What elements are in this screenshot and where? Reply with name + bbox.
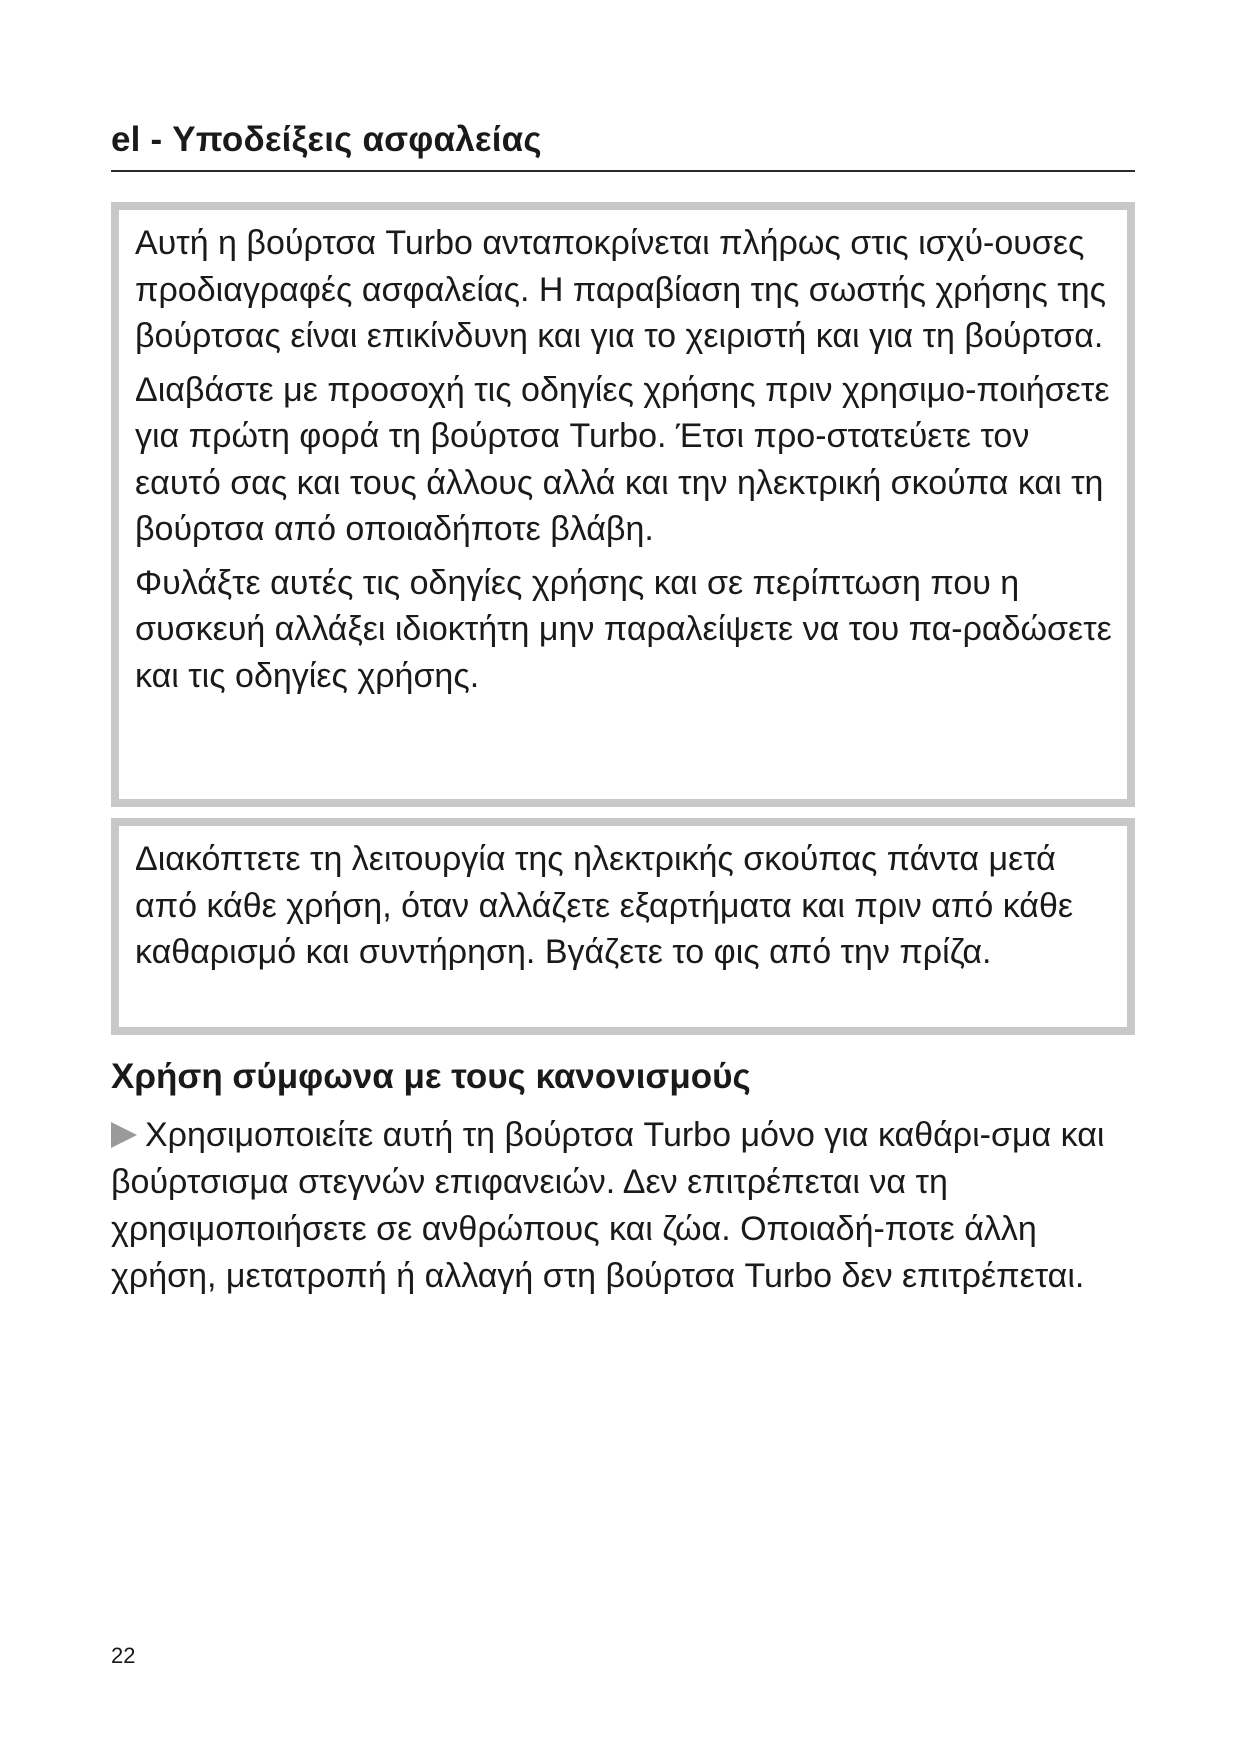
page-number: 22 bbox=[111, 1643, 136, 1668]
intended-use-paragraph bbox=[111, 1112, 1145, 1300]
safety-notice-box bbox=[111, 202, 1135, 807]
intended-use-text: Χρησιμοποιείτε αυτή τη βούρτσα Turbo μόνο για καθάρι-σμα και βούρτσισμα στεγνών επιφανειών. Δεν επιτρέπεται να τη χρησιμοποιήσετε σε ανθρώπους και ζώα. Οποιαδή-ποτε άλλη χρήση, μετατροπή ή αλλαγή στη βούρτσα Turbo δεν επιτρέπεται. bbox=[111, 1116, 1105, 1295]
triangle-right-icon bbox=[111, 1122, 137, 1148]
page-title: el - Υποδείξεις ασφαλείας bbox=[111, 120, 542, 159]
safety-paragraph-compliance: Αυτή η βούρτσα Turbo ανταποκρίνεται πλήρως στις ισχύ-ουσες προδιαγραφές ασφαλείας. Η παραβίαση της σωστής χρήσης της βούρτσας είναι επικίνδυνη και για το χειριστή και για τη βούρτσα. bbox=[135, 224, 1107, 355]
disconnect-notice-box bbox=[111, 818, 1135, 1035]
safety-paragraph-read-instructions: Διαβάστε με προσοχή τις οδηγίες χρήσης πριν χρησιμο-ποιήσετε για πρώτη φορά τη βούρτσα Turbo. Έτσι προ-στατεύετε τον εαυτό σας και τους άλλους αλλά και την ηλεκτρική σκούπα και τη βούρτσα από οποιαδήποτε βλάβη. bbox=[135, 370, 1110, 548]
disconnect-paragraph: Διακόπτετε τη λειτουργία της ηλεκτρικής σκούπας πάντα μετά από κάθε χρήση, όταν αλλάζετε εξαρτήματα και πριν από κάθε καθαρισμό και συντήρηση. Βγάζετε το φις από την πρίζα. bbox=[135, 840, 1074, 971]
section-heading: Χρήση σύμφωνα με τους κανονισμούς bbox=[111, 1057, 751, 1096]
safety-paragraph-keep-instructions: Φυλάξτε αυτές τις οδηγίες χρήσης και σε περίπτωση που η συσκευή αλλάξει ιδιοκτήτη μην παραλείψετε να του πα-ραδώσετε και τις οδηγίες χρήσης. bbox=[135, 563, 1112, 695]
page-header bbox=[111, 120, 1135, 172]
